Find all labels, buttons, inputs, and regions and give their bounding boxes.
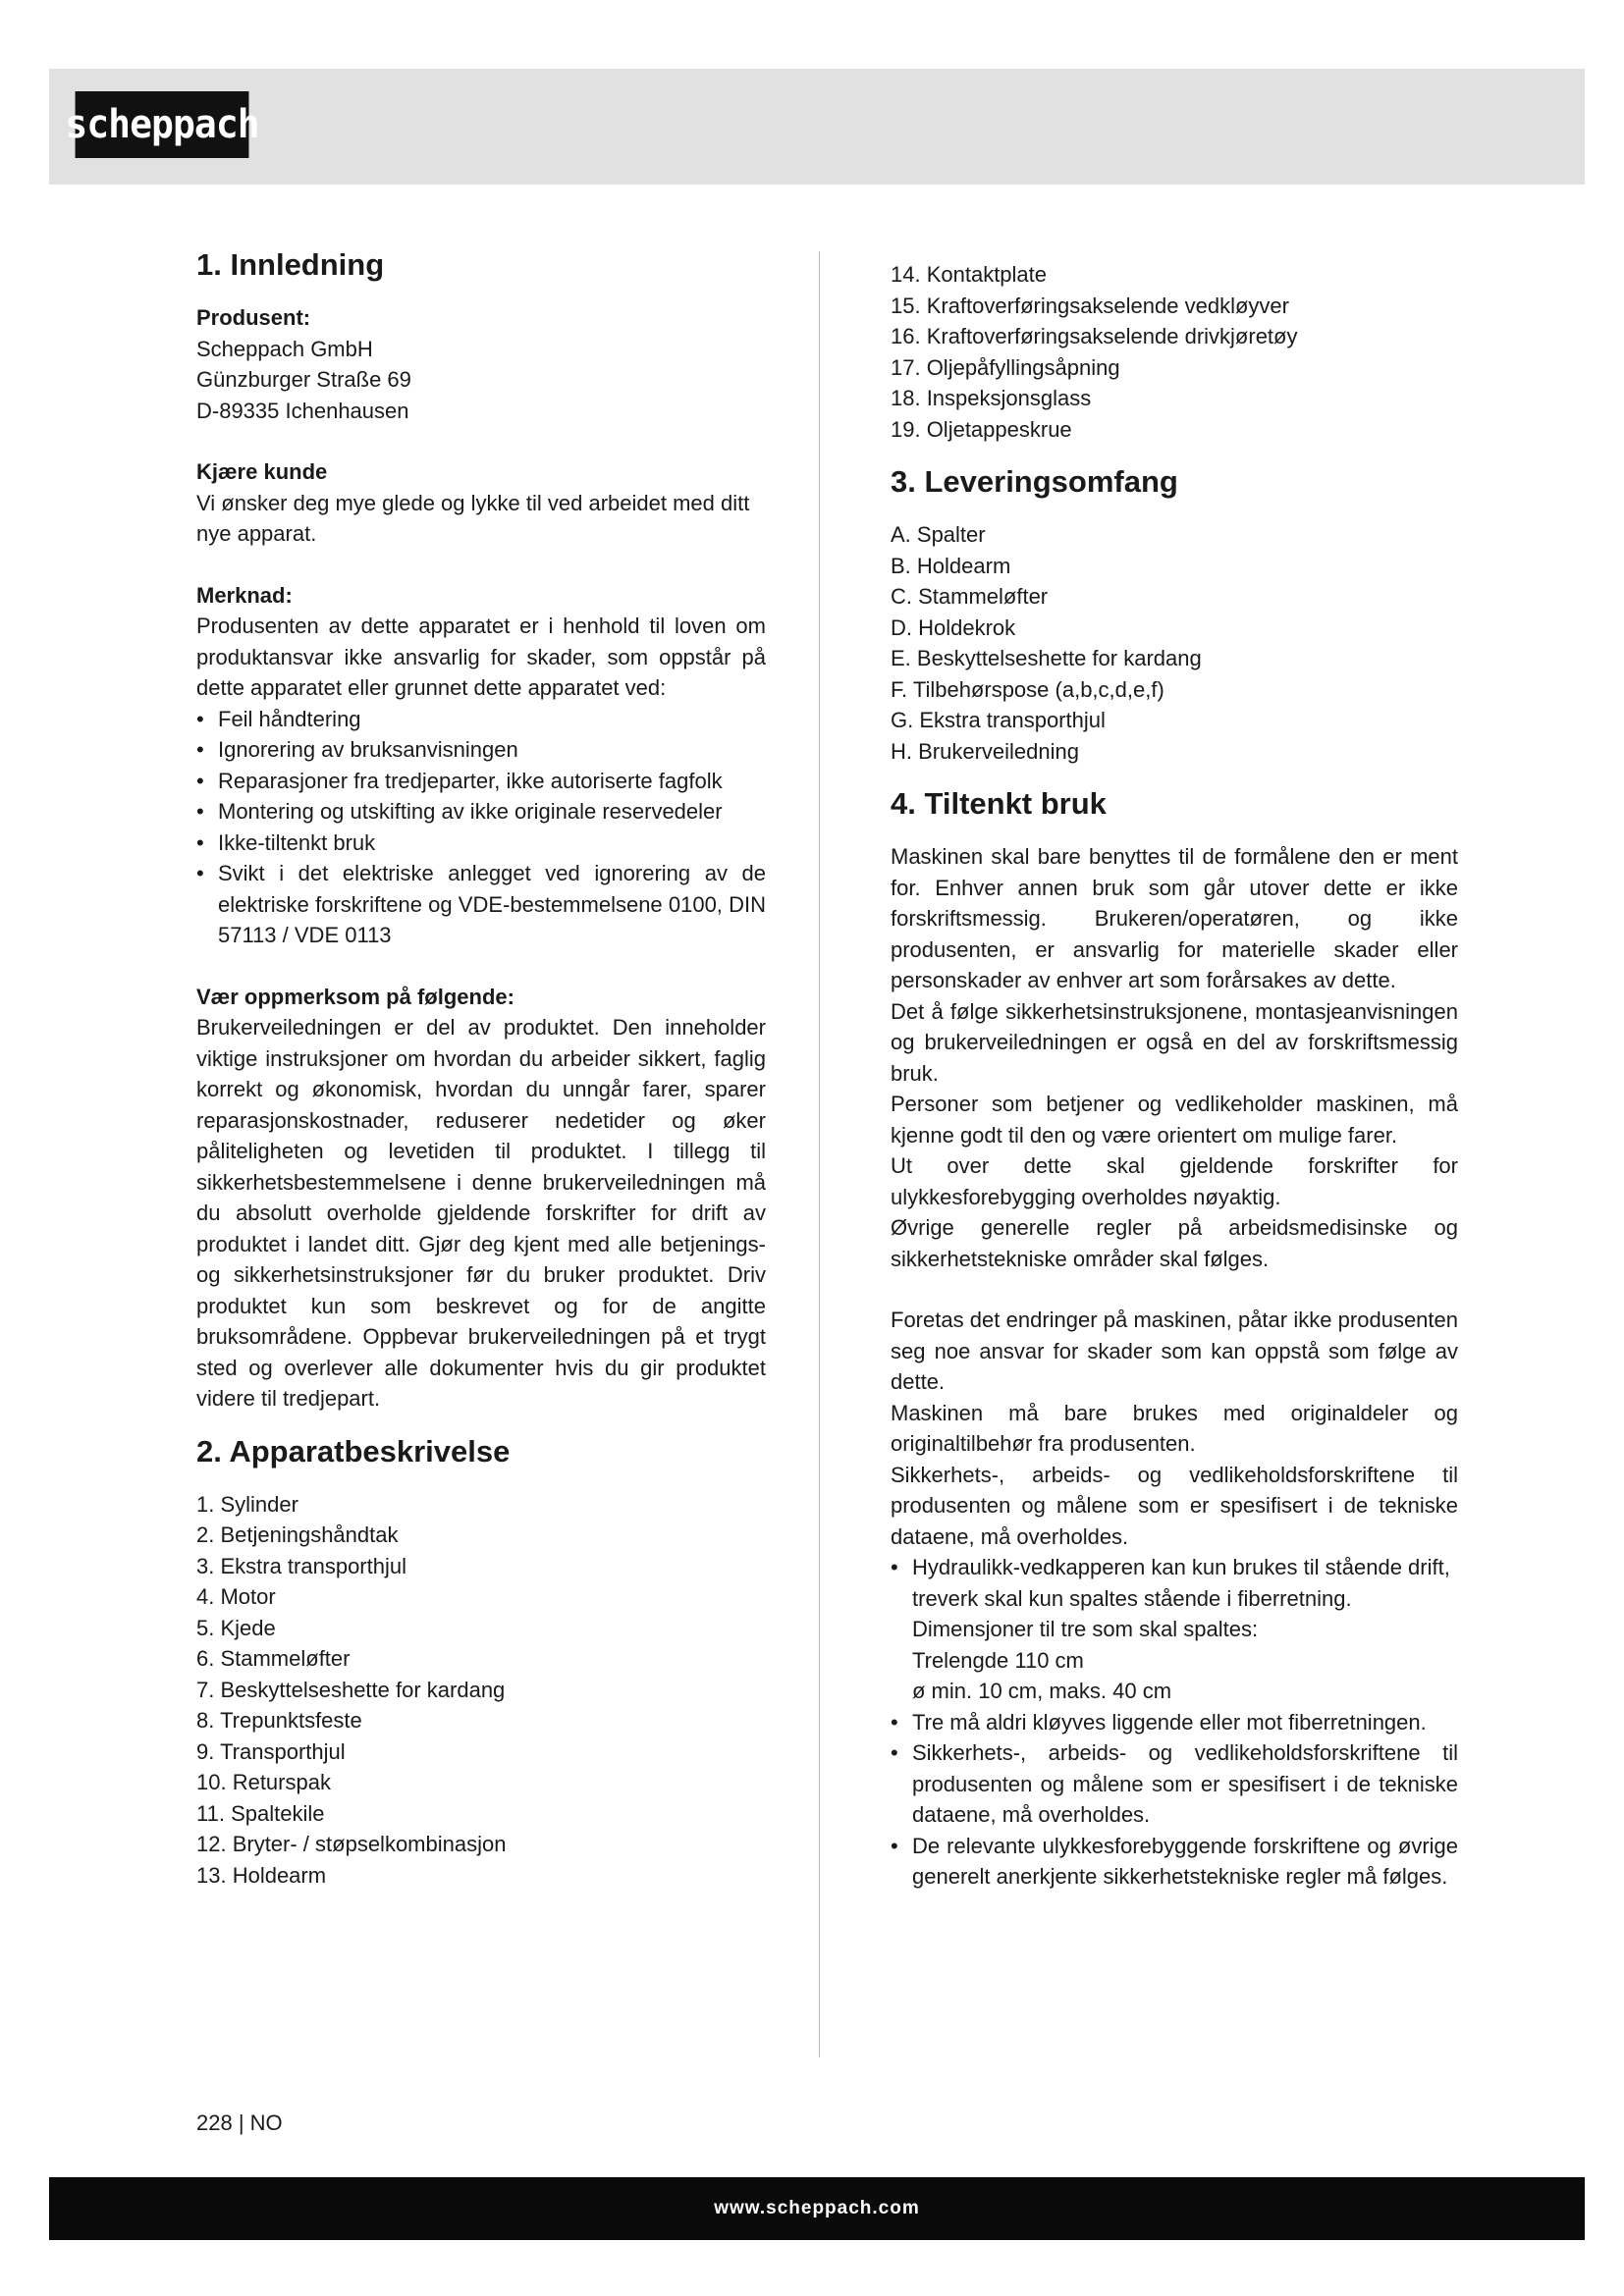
parts-list-continued [891, 259, 1458, 445]
column-divider [819, 251, 820, 2057]
list-item: B. Holdearm [891, 553, 1011, 578]
manufacturer-label: Produsent: [196, 305, 311, 330]
list-item: 19. Oljetappeskrue [891, 416, 1072, 442]
use-paragraph: Foretas det endringer på maskinen, påtar ikke produsenten seg noe ansvar for skader som kan oppstå som følge av dette. [891, 1308, 1458, 1394]
list-item: • Montering og utskifting av ikke originale reservedeler [196, 799, 723, 824]
list-item: 11. Spaltekile [196, 1800, 325, 1826]
dear-customer-label: Kjære kunde [196, 459, 328, 484]
section-3-title: 3. Leveringsomfang [891, 464, 1178, 499]
attention-text: Brukerveiledningen er del av produktet. Den inneholder viktige instruksjoner om hvordan du arbeider sikkert, faglig korrekt og økonomisk, hvordan du unngår farer, sparer reparasjonskostnader, reduserer nedetider og øker påliteligheten og levetiden til produktet. I tillegg til sikkerhetsbestemmelsene i denne brukerveiledningen må du absolutt overholde gjeldende forskrifter for drift av produktet i landet ditt. Gjør deg kjent med alle betjenings- og sikkerhetsinstruksjoner før du bruker produktet. Driv produktet kun som beskrevet og for de angitte bruksområdene. Oppbevar brukerveiledningen på et trygt sted og overlever alle dokumenter hvis du gir produktet videre til tredjepart. [196, 1015, 766, 1411]
list-item: 9. Transporthjul [196, 1738, 346, 1764]
use-paragraph: Maskinen må bare brukes med originaldeler og originaltilbehør fra produsenten. [891, 1400, 1458, 1456]
list-item: 4. Motor [196, 1584, 276, 1609]
list-item: 14. Kontaktplate [891, 262, 1048, 287]
list-item: G. Ekstra transporthjul [891, 708, 1106, 732]
delivery-list [891, 519, 1458, 767]
attention-label: Vær oppmerksom på følgende: [196, 984, 514, 1009]
list-item: • Svikt i det elektriske anlegget ved ignorering av de elektriske forskriftene og VDE-bestemmelsene 0100, DIN 57113 / VDE 0113 [196, 861, 766, 947]
parts-list [196, 1489, 766, 1892]
list-item: D. Holdekrok [891, 614, 1016, 640]
section-4-title: 4. Tiltenkt bruk [891, 786, 1107, 821]
list-item: 10. Returspak [196, 1770, 331, 1794]
website-link[interactable]: www.scheppach.com [714, 2198, 920, 2218]
list-item: C. Stammeløfter [891, 584, 1049, 609]
use-paragraph: Maskinen skal bare benyttes til de formålene den er ment for. Enhver annen bruk som går utover dette er ikke forskriftsmessig. Brukeren/operatøren, og ikke produsenten, er ansvarlig for materielle skader eller personskader av enhver art som forårsakes av dette. [891, 844, 1458, 992]
dear-customer-text: Vi ønsker deg mye glede og lykke til ved arbeidet med ditt nye apparat. [196, 490, 750, 546]
scheppach-logo: scheppach [76, 91, 249, 158]
list-item: 7. Beskyttelseshette for kardang [196, 1677, 506, 1702]
use-paragraph: Personer som betjener og vedlikeholder maskinen, må kjenne godt til den og være orientert om mulige farer. [891, 1092, 1458, 1148]
list-item: • Ikke-tiltenkt bruk [196, 829, 376, 855]
list-item: 2. Betjeningshåndtak [196, 1522, 399, 1547]
use-paragraph: Det å følge sikkerhetsinstruksjonene, montasjeanvisningen og brukerveiledningen er også en del av forskriftsmessig bruk. [891, 998, 1458, 1086]
header-band [49, 69, 1585, 185]
list-item: 17. Oljepåfyllingsåpning [891, 354, 1120, 380]
list-item: F. Tilbehørspose (a,b,c,d,e,f) [891, 676, 1164, 702]
list-item: E. Beskyttelseshette for kardang [891, 646, 1202, 670]
manufacturer-line: Günzburger Straße 69 [196, 367, 411, 392]
list-item: 6. Stammeløfter [196, 1646, 351, 1671]
list-item: • Feil håndtering [196, 706, 361, 731]
list-item: 8. Trepunktsfeste [196, 1708, 362, 1733]
note-label: Merknad: [196, 582, 293, 608]
list-item: A. Spalter [891, 522, 986, 547]
use-paragraph: Ut over dette skal gjeldende forskrifter for ulykkesforebygging overholdes nøyaktig. [891, 1153, 1458, 1209]
list-item: 15. Kraftoverføringsakselende vedkløyver [891, 293, 1289, 318]
right-column [891, 259, 1458, 1893]
manufacturer-line: Scheppach GmbH [196, 336, 373, 361]
section-2-title: 2. Apparatbeskrivelse [196, 1433, 511, 1468]
list-item: 3. Ekstra transporthjul [196, 1553, 406, 1578]
list-item: 13. Holdearm [196, 1862, 327, 1888]
use-list [891, 1552, 1458, 1893]
list-item: 5. Kjede [196, 1615, 276, 1640]
list-item: H. Brukerveiledning [891, 738, 1079, 764]
list-item: • Reparasjoner fra tredjeparter, ikke autoriserte fagfolk [196, 768, 723, 793]
list-item: 12. Bryter- / støpselkombinasjon [196, 1832, 507, 1856]
list-item: • Tre må aldri kløyves liggende eller mot fiberretningen. [891, 1709, 1427, 1735]
note-list [196, 704, 766, 951]
list-item: 18. Inspeksjonsglass [891, 386, 1092, 410]
use-paragraph: Sikkerhets-, arbeids- og vedlikeholdsforskriftene til produsenten og målene som er spesifisert i de tekniske dataene, må overholdes. [891, 1462, 1458, 1549]
note-text: Produsenten av dette apparatet er i henhold til loven om produktansvar ikke ansvarlig for skader, som oppstår på dette apparatet eller grunnet dette apparatet ved: [196, 614, 766, 700]
use-paragraph: Øvrige generelle regler på arbeidsmedisinske og sikkerhetstekniske områder skal følges. [891, 1215, 1458, 1271]
manufacturer-line: D-89335 Ichenhausen [196, 398, 409, 423]
left-column [196, 245, 766, 1891]
page-number: 228 | NO [196, 2110, 283, 2135]
list-item: 1. Sylinder [196, 1491, 298, 1517]
list-item: • Ignorering av bruksanvisningen [196, 737, 518, 762]
list-item: • Hydraulikk-vedkapperen kan kun brukes til stående drift, treverk skal kun spaltes stående i fiberretning. Dimensjoner til tre som skal spaltes: Trelengde 110 cm ø min. 10 cm, maks. 40 cm [891, 1555, 1450, 1703]
list-item: • De relevante ulykkesforebyggende forskriftene og øvrige generelt anerkjente sikkerhetstekniske regler må følges. [891, 1833, 1458, 1889]
list-item: 16. Kraftoverføringsakselende drivkjøretøy [891, 324, 1298, 348]
section-1-title: 1. Innledning [196, 247, 385, 282]
footer-band [49, 2177, 1585, 2240]
list-item: • Sikkerhets-, arbeids- og vedlikeholdsforskriftene til produsenten og målene som er spesifisert i de tekniske dataene, må overholdes. [891, 1740, 1458, 1827]
